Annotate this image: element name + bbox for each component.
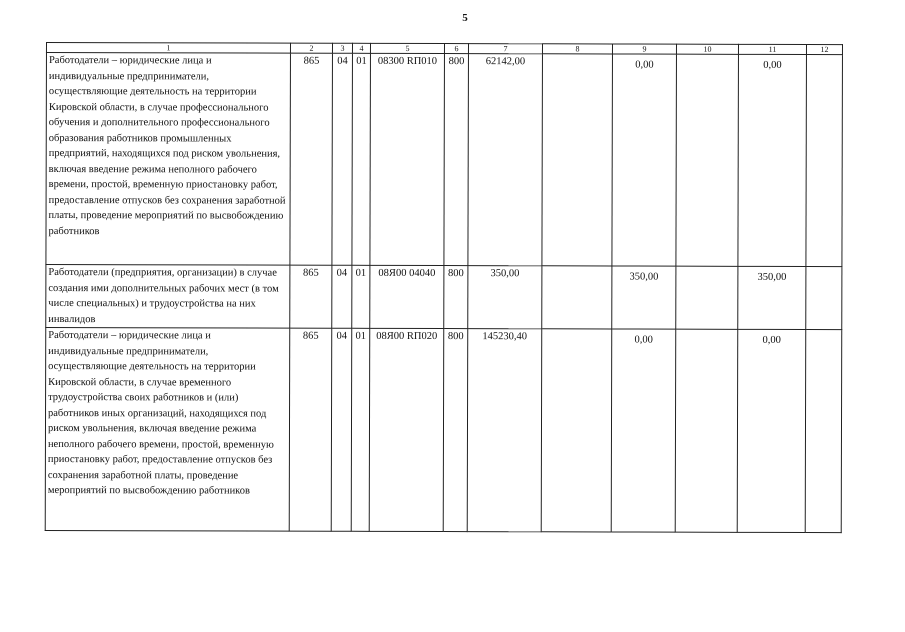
cell-ministry: 865 [290, 265, 332, 328]
cell-target-article: 08Я00 04040 [370, 265, 444, 328]
cell-col11: 350,00 [738, 266, 806, 329]
cell-amount: 350,00 [468, 266, 542, 329]
column-header: 3 [332, 43, 352, 53]
cell-col9: 350,00 [612, 266, 676, 329]
cell-col12 [806, 266, 842, 329]
column-header: 7 [468, 44, 542, 54]
table-row [46, 265, 842, 330]
row-description: Работодатели – юридические лица и индивидуальные предприниматели, осуществляющие деятельность на территории Кировской области, в случае профессионального обучения и дополнительного профессионального образования работников промышленных предприятий, находящихся под риском увольнения, включая введение режима неполного рабочего времени, простой, временную приостановку работ, предоставление отпусков без сохранения заработной платы, проведение мероприятий по высвобождению работников [46, 53, 291, 266]
column-header: 1 [46, 43, 290, 54]
column-header: 8 [542, 44, 612, 54]
cell-amount: 145230,40 [467, 329, 542, 532]
column-header: 9 [612, 44, 676, 54]
column-header: 6 [444, 44, 468, 54]
budget-table [45, 42, 843, 533]
cell-target-article: 08300 RП010 [370, 53, 445, 265]
column-header: 4 [352, 43, 370, 53]
cell-target-article: 08Я00 RП020 [369, 328, 444, 531]
column-header: 11 [738, 44, 806, 54]
cell-subsection: 01 [351, 328, 370, 531]
cell-expense-type: 800 [444, 266, 468, 329]
table-row [45, 328, 842, 533]
cell-col9: 0,00 [611, 329, 676, 532]
cell-subsection: 01 [352, 53, 371, 265]
cell-section: 04 [332, 53, 353, 265]
cell-section: 04 [331, 328, 352, 531]
cell-col11: 0,00 [737, 329, 806, 532]
cell-col12 [806, 54, 843, 266]
row-description: Работодатели (предприятия, организации) в случае создания ими дополнительных рабочих мест (в том числе специальных) и трудоустройства на них инвалидов [46, 265, 290, 329]
cell-section: 04 [332, 265, 352, 328]
cell-ministry: 865 [289, 328, 332, 531]
cell-col9: 0,00 [612, 54, 677, 266]
column-header: 2 [290, 43, 332, 53]
cell-col10 [676, 54, 739, 266]
cell-col8 [541, 329, 612, 532]
cell-subsection: 01 [352, 265, 370, 328]
column-header: 5 [370, 43, 444, 53]
cell-ministry: 865 [290, 53, 333, 265]
cell-col10 [675, 329, 738, 532]
column-header: 12 [806, 44, 842, 54]
cell-expense-type: 800 [444, 54, 469, 266]
cell-expense-type: 800 [443, 329, 468, 532]
cell-col8 [542, 54, 613, 266]
table-row [46, 53, 843, 267]
cell-col8 [542, 266, 612, 329]
row-description: Работодатели – юридические лица и индивидуальные предприниматели, осуществляющие деятельность на территории Кировской области, в случае временного трудоустройства своих работников и (или) работников иных организаций, находящихся под риском увольнения, включая введение режима неполного рабочего времени, простой, временную приостановку работ, предоставление отпусков без сохранения заработной платы, проведение мероприятий по высвобождению работников [45, 328, 290, 532]
page-number: 5 [462, 12, 468, 24]
cell-col10 [676, 266, 738, 329]
cell-amount: 62142,00 [468, 54, 543, 266]
column-header: 10 [676, 44, 738, 54]
cell-col12 [805, 329, 842, 532]
cell-col11: 0,00 [738, 54, 807, 266]
